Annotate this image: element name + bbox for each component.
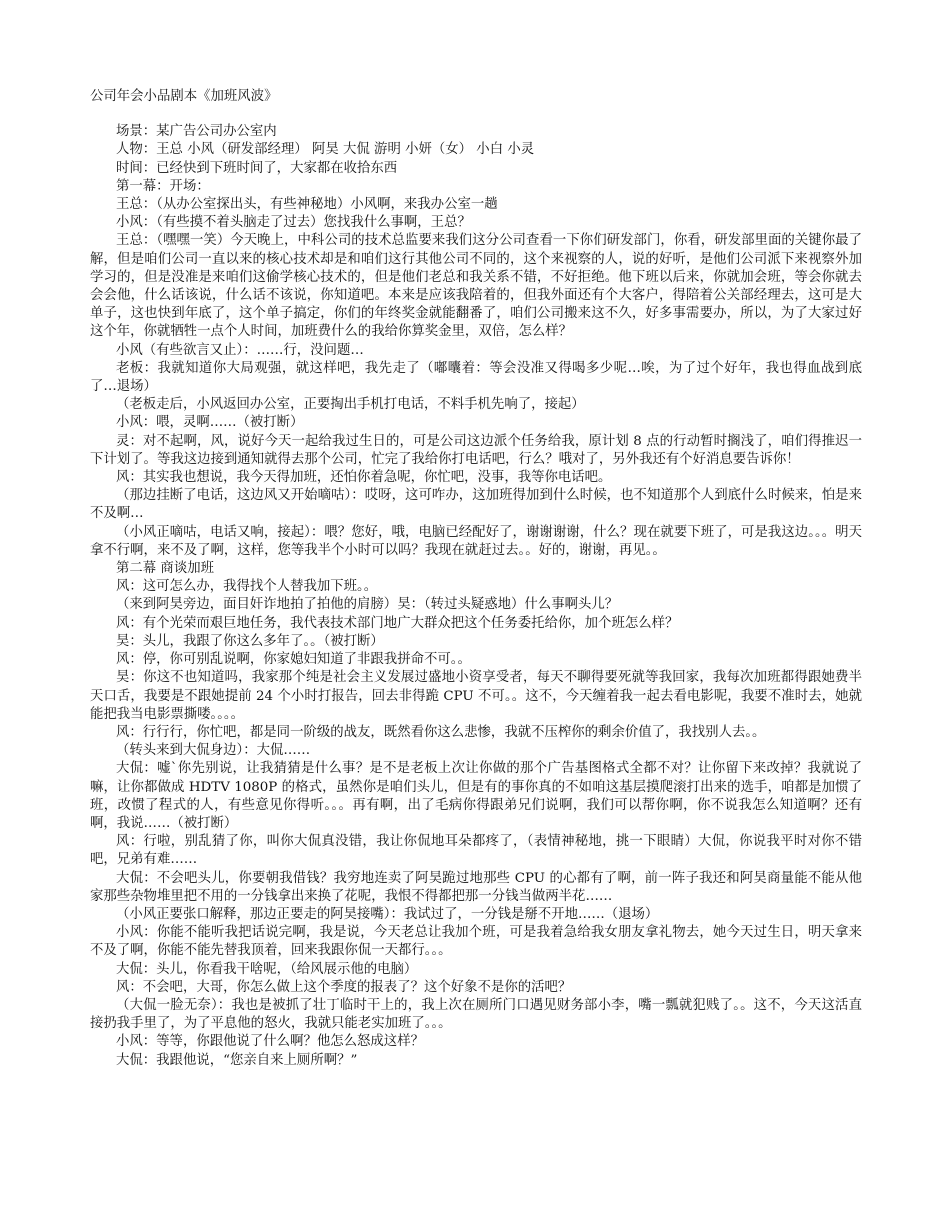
paragraph: 人物：王总 小风（研发部经理） 阿昊 大侃 游明 小妍（女） 小白 小灵: [116, 142, 535, 158]
paragraph: 昊：你这不也知道吗，我家那个纯是社会主义发展过盛地小资享受者，每天不聊得要死就等我回家，我每次加班都得跟她费半天口舌，我要是不跟她提前 24 个小时打报告，回去非得跪 CPU 不可。。这不，今天缠着我一起去看电影呢，我要不准时去，她就能把我当电影票撕喽。。。。: [90, 670, 862, 722]
document-body: [90, 88, 862, 1070]
paragraph: 小风：等等，你跟他说了什么啊？他怎么怒成这样？: [116, 1034, 424, 1050]
paragraph: 王总：（嘿嘿一笑）今天晚上，中科公司的技术总监要来我们这分公司查看一下你们研发部门，你看，研发部里面的关键你最了解，但是咱们公司一直以来的核心技术却是和咱们这行其他公司不同的，这个来视察的人，说的好听，是他们公司派下来视察外加学习的，但是没准是来咱们这偷学核心技术的，但是他们老总和我关系不错，不好拒绝。他下班以后来，你就加会班，等会你就去会会他，什么话该说，什么话不该说，你知道吧。本来是应该我陪着的，但我外面还有个大客户，得陪着公关部经理去，这可是大单子，这也快到年底了，这个单子搞定，你们的年终奖金就能翻番了，咱们公司搬来这不久，好多事需要办，所以，为了大家过好这个年，你就牺牲一点个人时间，加班费什么的我给你算奖金里，双倍，怎么样？: [90, 233, 862, 340]
paragraph: 风：行行行，你忙吧，都是同一阶级的战友，既然看你这么悲惨，我就不压榨你的剩余价值了，我找别人去。。: [116, 724, 766, 740]
script-paragraphs: [90, 123, 862, 1070]
paragraph: 小风（有些欲言又止）：……行，没问题…: [116, 342, 364, 358]
paragraph: 王总：（从办公室探出头，有些神秘地）小风啊，来我办公室一趟: [116, 197, 498, 213]
document-title: 公司年会小品剧本《加班风波》: [90, 89, 278, 104]
paragraph: 小风：（有些摸不着头脑走了过去）您找我什么事啊，王总？: [116, 215, 471, 231]
paragraph: （转头来到大侃身边）：大侃……: [116, 743, 311, 759]
paragraph: 风：其实我也想说，我今天得加班，还怕你着急呢，你忙吧，没事，我等你电话吧。: [116, 470, 612, 486]
paragraph: 小风：你能不能听我把话说完啊，我是说，今天老总让我加个班，可是我着急给我女朋友拿礼物去，她今天过生日，明天拿来不及了啊，你能不能先替我顶着，回来我跟你侃一天都行。。。: [90, 925, 862, 959]
paragraph: 风：停，你可别乱说啊，你家媳妇知道了非跟我拼命不可。。: [116, 652, 471, 668]
paragraph: 大侃：不会吧头儿，你要朝我借钱？我穷地连卖了阿昊跪过地那些 CPU 的心都有了啊，前一阵子我还和阿昊商量能不能从他家那些杂物堆里把不用的一分钱拿出来换了花呢，我恨不得都把那一分钱当做两半花……: [90, 870, 862, 904]
paragraph: 风：不会吧，大哥，你怎么做上这个季度的报表了？这个好象不是你的活吧？: [116, 979, 572, 995]
paragraph: 第一幕：开场：: [116, 178, 210, 194]
paragraph: 时间：已经快到下班时间了，大家都在收拾东西: [116, 160, 398, 176]
paragraph: （小风正嘀咕，电话又响，接起）：喂？您好，哦，电脑已经配好了，谢谢谢谢，什么？现在就要下班了，可是我这边。。。明天拿不行啊，来不及了啊，这样，您等我半个小时可以吗？我现在就赶过去。。好的，谢谢，再见。。: [90, 524, 862, 558]
paragraph: 小风：喂，灵啊……（被打断）: [116, 415, 304, 431]
paragraph: （大侃一脸无奈）：我也是被抓了壮丁临时干上的，我上次在厕所门口遇见财务部小李，嘴一瓢就犯贱了。。这不，今天这活直接扔我手里了，为了平息他的怒火，我就只能老实加班了。。。: [90, 997, 862, 1032]
paragraph: 风：行啦，别乱猜了你，叫你大侃真没错，我让你侃地耳朵都疼了，（表情神秘地，挑一下眼睛）大侃，你说我平时对你不错吧，兄弟有难……: [90, 834, 862, 868]
paragraph: （来到阿昊旁边，面目奸诈地拍了拍他的肩膀）昊：（转过头疑惑地）什么事啊头儿？: [116, 597, 619, 613]
paragraph: 老板：我就知道你大局观强，就这样吧，我先走了（嘟囔着：等会没准又得喝多少呢…唉，为了过个好年，我也得血战到底了…退场）: [90, 360, 862, 395]
paragraph: 昊：头儿，我跟了你这么多年了。。（被打断）: [116, 633, 384, 649]
paragraph: （那边挂断了电话，这边风又开始嘀咕）：哎呀，这可咋办，这加班得加到什么时候，也不知道那个人到底什么时候来，怕是来不及啊…: [90, 488, 862, 522]
paragraph: 灵：对不起啊，风，说好今天一起给我过生日的，可是公司这边派个任务给我，原计划 8 点的行动暂时搁浅了，咱们得推迟一下计划了。等我这边接到通知就得去那个公司，忙完了我给你打电话吧，行么？哦对了，另外我还有个好消息要告诉你！: [90, 433, 862, 467]
paragraph: 风：这可怎么办，我得找个人替我加下班。。: [116, 579, 378, 595]
paragraph: 场景：某广告公司办公室内: [116, 124, 277, 140]
paragraph: 大侃：我跟他说，“您亲自来上厕所啊？”: [116, 1052, 358, 1068]
paragraph: 风：有个光荣而艰巨地任务，我代表技术部门地广大群众把这个任务委托给你，加个班怎么样？: [116, 615, 679, 631]
paragraph: 大侃：头儿，你看我干啥呢，（给风展示他的电脑）: [116, 961, 418, 977]
paragraph: （小风正要张口解释，那边正要走的阿昊接嘴）：我试过了，一分钱是掰不开地……（退场）: [116, 906, 659, 922]
paragraph: 第二幕 商谈加班: [116, 561, 214, 577]
paragraph: （老板走后，小风返回办公室，正要掏出手机打电话，不料手机先响了，接起）: [116, 397, 585, 413]
paragraph: 大侃：嘘`你先别说，让我猜猜是什么事？是不是老板上次让你做的那个广告基图格式全都不对？让你留下来改掉？我就说了嘛，让你都做成 HDTV 1080P 的格式，虽然你是咱们头儿，但是有的事你真的不如咱这基层摸爬滚打出来的选手，咱都是加惯了班，改惯了程式的人，有些意见你得听。。。再有啊，出了毛病你得跟弟兄们说啊，我们可以帮你啊，你不说我怎么知道啊？还有啊，我说……（被打断）: [90, 761, 862, 831]
